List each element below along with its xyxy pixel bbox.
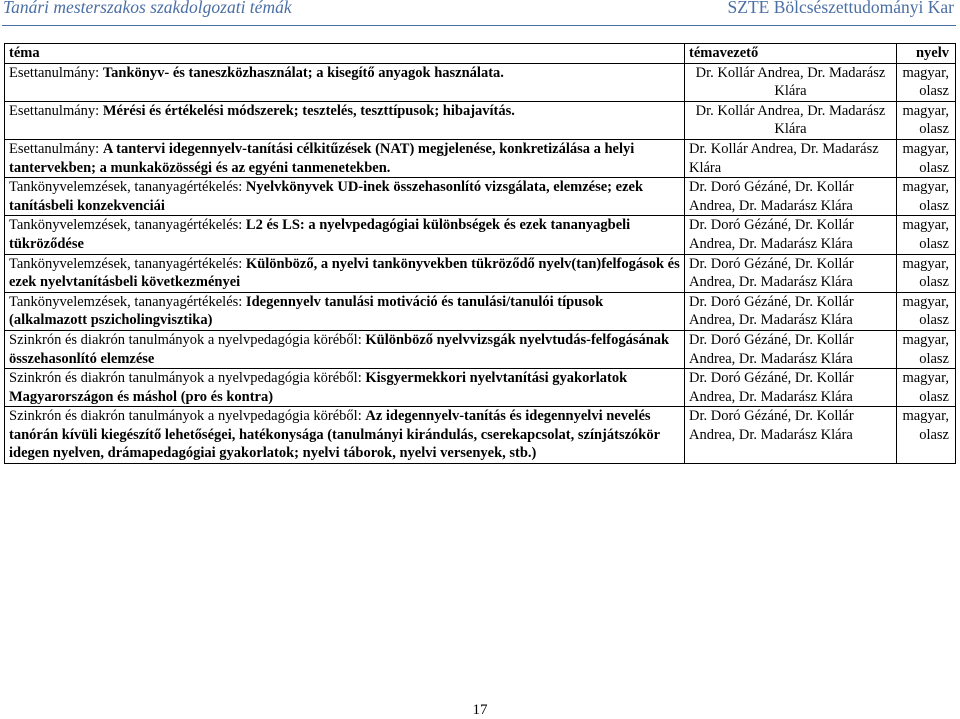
topic-prefix: Esettanulmány:	[9, 140, 103, 157]
topic-title: Az idegennyelv-tanítás és idegennyelvi nevelés tanórán kívüli kiegészítő lehetőségei, hatékonysága (tanulmányi kirándulás, cserekapcsolat, színjátszókör idegen nyelven, drámapedagógiai gyakorlatok; nyelvi táborok, nyelvi versenyek, stb.)	[9, 408, 660, 462]
table-row	[5, 216, 956, 254]
topic-title: Különböző, a nyelvi tankönyvekben tükröződő nyelv(tan)felfogások és ezek nyelvtanításbeli következményei	[9, 255, 680, 291]
language-cell: magyar, olasz	[897, 330, 956, 368]
language-cell: magyar, olasz	[897, 216, 956, 254]
table-row	[5, 330, 956, 368]
topic-title: L2 és LS: a nyelvpedagógiai különbségek és ezek tananyagbeli tükröződése	[9, 217, 631, 252]
language-cell: magyar, olasz	[897, 178, 956, 216]
supervisor-cell: Dr. Kollár Andrea, Dr. Madarász Klára	[685, 63, 897, 101]
language-cell: magyar, olasz	[897, 292, 956, 330]
supervisor-cell: Dr. Doró Gézáné, Dr. Kollár Andrea, Dr. Madarász Klára	[685, 369, 897, 407]
column-header-supervisor: témavezető	[685, 44, 897, 64]
topic-title: A tantervi idegennyelv-tanítási célkitűzések (NAT) megjelenése, konkretizálása a helyi tantervekben; a munkaközösségi és az egyéni tanmenetekben.	[9, 140, 635, 176]
header-title: Tanári mesterszakos szakdolgozati témák	[3, 0, 292, 17]
table-row	[5, 178, 956, 216]
language-cell: magyar, olasz	[897, 139, 956, 177]
table-row	[5, 101, 956, 139]
topic-title: Tankönyv- és taneszközhasználat; a kisegítő anyagok használata.	[102, 64, 504, 81]
table-header-row	[5, 44, 956, 64]
language-cell: magyar, olasz	[897, 63, 956, 101]
topic-cell	[5, 254, 685, 292]
page-header	[0, 0, 960, 26]
header-faculty: SZTE Bölcsészettudományi Kar	[727, 0, 954, 17]
supervisor-cell: Dr. Doró Gézáné, Dr. Kollár Andrea, Dr. Madarász Klára	[685, 292, 897, 330]
table-row	[5, 292, 956, 330]
topic-cell	[5, 63, 685, 101]
topic-title: Mérési és értékelési módszerek; tesztelés, teszttípusok; hibajavítás.	[102, 102, 515, 119]
topic-title: Idegennyelv tanulási motiváció és tanulási/tanulói típusok (alkalmazott pszicholingvisztika)	[9, 293, 604, 329]
supervisor-cell: Dr. Doró Gézáné, Dr. Kollár Andrea, Dr. Madarász Klára	[685, 216, 897, 254]
topic-cell	[5, 292, 685, 330]
topic-cell	[5, 407, 685, 464]
topic-prefix: Szinkrón és diakrón tanulmányok a nyelvpedagógia köréből:	[9, 408, 366, 425]
supervisor-cell: Dr. Doró Gézáné, Dr. Kollár Andrea, Dr. Madarász Klára	[685, 407, 897, 464]
topic-cell	[5, 139, 685, 177]
language-cell: magyar, olasz	[897, 407, 956, 464]
topic-prefix: Tankönyvelemzések, tananyagértékelés:	[9, 179, 246, 196]
topic-cell	[5, 216, 685, 254]
topic-prefix: Szinkrón és diakrón tanulmányok a nyelvpedagógia köréből:	[9, 331, 366, 348]
language-cell: magyar, olasz	[897, 101, 956, 139]
topic-title: Különböző nyelvvizsgák nyelvtudás-felfogásának összehasonlító elemzése	[9, 331, 670, 367]
header-rule	[2, 25, 956, 26]
table-row	[5, 139, 956, 177]
topic-prefix: Esettanulmány:	[9, 102, 103, 119]
supervisor-cell: Dr. Kollár Andrea, Dr. Madarász Klára	[685, 139, 897, 177]
supervisor-cell: Dr. Doró Gézáné, Dr. Kollár Andrea, Dr. Madarász Klára	[685, 254, 897, 292]
supervisor-cell: Dr. Kollár Andrea, Dr. Madarász Klára	[685, 101, 897, 139]
topic-cell	[5, 178, 685, 216]
column-header-topic: téma	[5, 44, 685, 64]
table-row	[5, 63, 956, 101]
topic-prefix: Szinkrón és diakrón tanulmányok a nyelvpedagógia köréből:	[9, 370, 366, 387]
page-number: 17	[472, 702, 488, 718]
table-row	[5, 254, 956, 292]
topic-prefix: Tankönyvelemzések, tananyagértékelés:	[9, 293, 246, 310]
column-header-language: nyelv	[897, 44, 956, 64]
topic-prefix: Tankönyvelemzések, tananyagértékelés:	[9, 217, 246, 234]
supervisor-cell: Dr. Doró Gézáné, Dr. Kollár Andrea, Dr. Madarász Klára	[685, 178, 897, 216]
topic-prefix: Tankönyvelemzések, tananyagértékelés:	[9, 255, 246, 272]
topic-prefix: Esettanulmány:	[9, 64, 103, 81]
topic-title: Nyelvkönyvek UD-inek összehasonlító vizsgálata, elemzése; ezek tanításbeli konzekvenciái	[9, 179, 644, 214]
table-row	[5, 407, 956, 464]
topic-title: Kisgyermekkori nyelvtanítási gyakorlatok Magyarországon és máshol (pro és kontra)	[9, 370, 628, 405]
topics-table	[4, 43, 956, 464]
language-cell: magyar, olasz	[897, 369, 956, 407]
topic-cell	[5, 101, 685, 139]
table-row	[5, 369, 956, 407]
topic-cell	[5, 330, 685, 368]
topic-cell	[5, 369, 685, 407]
language-cell: magyar, olasz	[897, 254, 956, 292]
supervisor-cell: Dr. Doró Gézáné, Dr. Kollár Andrea, Dr. Madarász Klára	[685, 330, 897, 368]
